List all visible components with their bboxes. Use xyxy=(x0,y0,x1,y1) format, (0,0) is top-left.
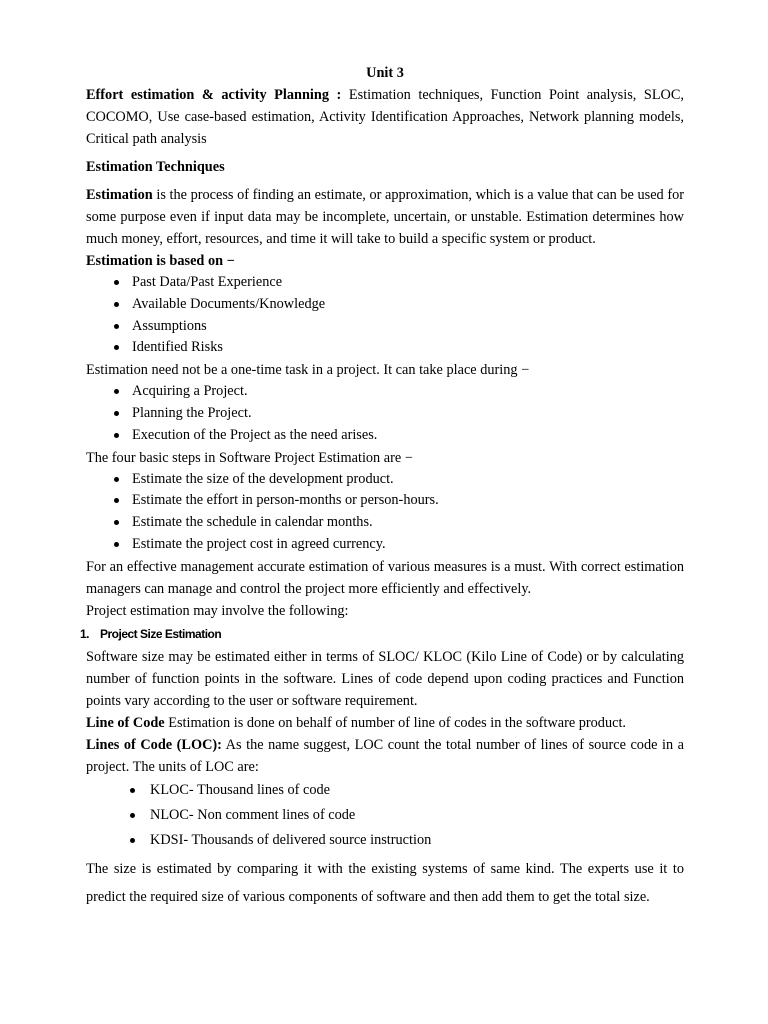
involve-text: Project estimation may involve the following: xyxy=(86,602,349,619)
during-text: Estimation need not be a one-time task in a project. It can take place during − xyxy=(86,362,530,379)
definition-paragraph xyxy=(86,184,684,250)
list-item: KDSI- Thousands of delivered source instruction xyxy=(86,828,684,853)
list-item: Planning the Project. xyxy=(86,403,684,425)
definition-bold: Estimation xyxy=(86,187,153,203)
size-paragraph: Software size may be estimated either in terms of SLOC/ KLOC (Kilo Line of Code) or by calculating number of function points in the software. Lines of code depend upon coding practices and Function points vary according to the user or software requirement. xyxy=(86,648,684,709)
final-paragraph: The size is estimated by comparing it with the existing systems of same kind. The experts use it to predict the required size of various components of software and then add them to get the total size. xyxy=(86,860,684,905)
list-item: Identified Risks xyxy=(86,337,684,359)
unit-title: Unit 3 xyxy=(366,65,404,81)
loc-definition-paragraph xyxy=(86,734,684,778)
section-heading: Estimation Techniques xyxy=(86,159,225,175)
intro-text: Estimation techniques, Function Point analysis, SLOC, COCOMO, Use case-based estimation, Activity Identification Approaches, Network planning models, Critical path analysis xyxy=(86,87,684,147)
effective-paragraph: For an effective management accurate estimation of various measures is a must. With correct estimation managers can manage and control the project more efficiently and effectively. xyxy=(86,558,684,597)
based-on-heading: Estimation is based on − xyxy=(86,253,235,269)
list-item: KLOC- Thousand lines of code xyxy=(86,778,684,803)
based-on-list xyxy=(86,272,684,359)
steps-text: The four basic steps in Software Project Estimation are − xyxy=(86,449,413,466)
loc-line-bold: Line of Code xyxy=(86,714,165,731)
list-item: Estimate the project cost in agreed currency. xyxy=(86,534,684,556)
list-item: Assumptions xyxy=(86,316,684,338)
list-item: NLOC- Non comment lines of code xyxy=(86,803,684,828)
loc-line-paragraph xyxy=(86,712,684,734)
list-item: Estimate the size of the development product. xyxy=(86,469,684,491)
definition-text: is the process of finding an estimate, or approximation, which is a value that can be used for some purpose even if input data may be incomplete, uncertain, or unstable. Estimation determines how much money, effort, resources, and time it will take to build a specific system or product. xyxy=(86,187,684,247)
intro-bold: Effort estimation & activity Planning : xyxy=(86,87,342,103)
list-item: Estimate the effort in person-months or person-hours. xyxy=(86,490,684,512)
document-page xyxy=(80,62,684,911)
list-item: Execution of the Project as the need arises. xyxy=(86,425,684,447)
numbered-heading xyxy=(80,624,678,644)
intro-paragraph xyxy=(86,84,684,150)
list-item: Available Documents/Knowledge xyxy=(86,294,684,316)
loc-line-text: Estimation is done on behalf of number of line of codes in the software product. xyxy=(164,714,626,731)
loc-units-list xyxy=(86,778,684,853)
during-list xyxy=(86,381,684,446)
list-item: Past Data/Past Experience xyxy=(86,272,684,294)
loc-definition-bold: Lines of Code (LOC): xyxy=(86,736,222,753)
list-item: Estimate the schedule in calendar months. xyxy=(86,512,684,534)
steps-list xyxy=(86,469,684,556)
loc-definition-text: As the name suggest, LOC count the total number of lines of source code in a project. The units of LOC are: xyxy=(86,736,684,775)
numbered-heading-number: 1. xyxy=(80,626,90,641)
list-item: Acquiring a Project. xyxy=(86,381,684,403)
numbered-heading-text: Project Size Estimation xyxy=(100,626,222,641)
